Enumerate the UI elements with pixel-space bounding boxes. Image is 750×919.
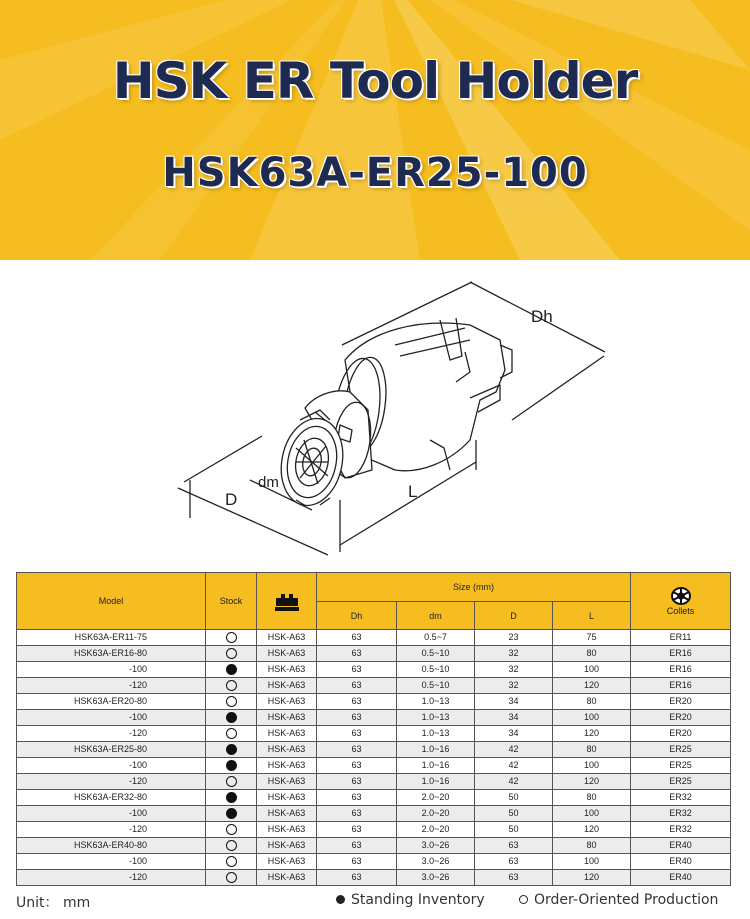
cell-model: -100 — [17, 758, 206, 774]
filled-circle-icon — [226, 744, 237, 755]
table-row — [17, 790, 731, 806]
page-title: HSK ER Tool Holder — [112, 52, 638, 110]
unit-note: Unit： mm — [16, 895, 91, 911]
table-row — [17, 710, 731, 726]
label-d: D — [225, 490, 238, 509]
cell-shank: HSK-A63 — [257, 742, 317, 758]
open-circle-icon — [226, 632, 237, 643]
cell-stock — [206, 774, 257, 790]
table-row — [17, 694, 731, 710]
cell-dh: 63 — [317, 838, 397, 854]
legend-order — [519, 892, 718, 908]
cell-collet: ER16 — [631, 678, 731, 694]
cell-stock — [206, 854, 257, 870]
header-banner — [0, 0, 750, 260]
cell-stock — [206, 710, 257, 726]
cell-shank: HSK-A63 — [257, 806, 317, 822]
open-circle-icon — [226, 856, 237, 867]
cell-shank: HSK-A63 — [257, 838, 317, 854]
cell-l: 100 — [553, 854, 631, 870]
cell-d: 63 — [475, 854, 553, 870]
cell-dh: 63 — [317, 758, 397, 774]
cell-collet: ER40 — [631, 838, 731, 854]
cell-collet: ER20 — [631, 710, 731, 726]
cell-collet: ER11 — [631, 630, 731, 646]
cell-dh: 63 — [317, 774, 397, 790]
cell-d: 63 — [475, 838, 553, 854]
cell-dm: 3.0~26 — [397, 838, 475, 854]
table-row — [17, 822, 731, 838]
cell-l: 80 — [553, 838, 631, 854]
cell-collet: ER16 — [631, 646, 731, 662]
col-header-dh: Dh — [317, 602, 397, 630]
open-circle-icon — [226, 696, 237, 707]
cell-l: 100 — [553, 806, 631, 822]
col-header-collets — [631, 573, 731, 630]
cell-stock — [206, 678, 257, 694]
cell-dm: 1.0~16 — [397, 758, 475, 774]
open-circle-icon — [226, 728, 237, 739]
cell-model: -100 — [17, 854, 206, 870]
cell-d: 34 — [475, 694, 553, 710]
cell-model: -100 — [17, 710, 206, 726]
cell-shank: HSK-A63 — [257, 822, 317, 838]
col-header-size: Size (mm) — [317, 573, 631, 602]
cell-d: 63 — [475, 870, 553, 886]
cell-d: 42 — [475, 758, 553, 774]
cell-l: 120 — [553, 774, 631, 790]
cell-dh: 63 — [317, 854, 397, 870]
cell-model: HSK63A-ER25-80 — [17, 742, 206, 758]
cell-d: 42 — [475, 774, 553, 790]
cell-d: 50 — [475, 790, 553, 806]
cell-l: 80 — [553, 694, 631, 710]
cell-l: 100 — [553, 662, 631, 678]
cell-stock — [206, 726, 257, 742]
cell-collet: ER32 — [631, 822, 731, 838]
open-circle-icon — [226, 776, 237, 787]
table-row — [17, 662, 731, 678]
col-header-l: L — [553, 602, 631, 630]
filled-circle-icon — [226, 808, 237, 819]
cell-stock — [206, 646, 257, 662]
cell-d: 32 — [475, 662, 553, 678]
cell-d: 50 — [475, 806, 553, 822]
cell-dm: 1.0~13 — [397, 710, 475, 726]
cell-collet: ER20 — [631, 694, 731, 710]
label-dm: dm — [258, 474, 279, 491]
cell-l: 120 — [553, 726, 631, 742]
label-dh: Dh — [531, 307, 553, 326]
cell-shank: HSK-A63 — [257, 662, 317, 678]
table-row — [17, 854, 731, 870]
cell-dh: 63 — [317, 678, 397, 694]
table-row — [17, 774, 731, 790]
table-row — [17, 806, 731, 822]
cell-l: 80 — [553, 790, 631, 806]
cell-dm: 1.0~13 — [397, 694, 475, 710]
table-row — [17, 630, 731, 646]
cell-l: 80 — [553, 742, 631, 758]
cell-l: 100 — [553, 710, 631, 726]
cell-shank: HSK-A63 — [257, 854, 317, 870]
cell-model: -120 — [17, 774, 206, 790]
cell-d: 34 — [475, 710, 553, 726]
filled-dot-icon — [336, 895, 345, 904]
cell-stock — [206, 838, 257, 854]
cell-collet: ER25 — [631, 742, 731, 758]
filled-circle-icon — [226, 712, 237, 723]
filled-circle-icon — [226, 792, 237, 803]
col-header-stock: Stock — [206, 573, 257, 630]
open-circle-icon — [226, 872, 237, 883]
cell-dh: 63 — [317, 806, 397, 822]
tool-holder-drawing — [0, 260, 750, 570]
cell-dm: 1.0~16 — [397, 774, 475, 790]
cell-collet: ER16 — [631, 662, 731, 678]
dim-d-top — [184, 436, 262, 482]
cell-l: 100 — [553, 758, 631, 774]
cell-dh: 63 — [317, 646, 397, 662]
filled-circle-icon — [226, 664, 237, 675]
cell-shank: HSK-A63 — [257, 678, 317, 694]
cell-dm: 0.5~10 — [397, 646, 475, 662]
cell-stock — [206, 790, 257, 806]
cell-dm: 0.5~10 — [397, 662, 475, 678]
col-header-shank — [257, 573, 317, 630]
cell-stock — [206, 806, 257, 822]
cell-shank: HSK-A63 — [257, 694, 317, 710]
cell-dm: 2.0~20 — [397, 822, 475, 838]
cell-stock — [206, 694, 257, 710]
cell-d: 32 — [475, 678, 553, 694]
table-row — [17, 742, 731, 758]
cell-l: 120 — [553, 870, 631, 886]
cell-model: -120 — [17, 726, 206, 742]
label-l: L — [408, 482, 418, 501]
cell-dh: 63 — [317, 694, 397, 710]
cell-dh: 63 — [317, 726, 397, 742]
cell-d: 34 — [475, 726, 553, 742]
cell-stock — [206, 870, 257, 886]
cell-d: 42 — [475, 742, 553, 758]
open-circle-icon — [226, 680, 237, 691]
table-row — [17, 870, 731, 886]
cell-l: 75 — [553, 630, 631, 646]
cell-stock — [206, 630, 257, 646]
col-header-model: Model — [17, 573, 206, 630]
table-row — [17, 678, 731, 694]
cell-dh: 63 — [317, 742, 397, 758]
cell-dm: 2.0~20 — [397, 790, 475, 806]
cell-dm: 0.5~10 — [397, 678, 475, 694]
open-circle-icon — [226, 824, 237, 835]
dim-dh-ext-right — [512, 356, 604, 420]
cell-model: -100 — [17, 662, 206, 678]
cell-shank: HSK-A63 — [257, 790, 317, 806]
legend-standing-label: Standing Inventory — [351, 892, 485, 908]
cell-shank: HSK-A63 — [257, 646, 317, 662]
cell-collet: ER40 — [631, 854, 731, 870]
cell-collet: ER32 — [631, 806, 731, 822]
cell-model: HSK63A-ER32-80 — [17, 790, 206, 806]
cell-model: -120 — [17, 870, 206, 886]
cell-dh: 63 — [317, 822, 397, 838]
col-header-d: D — [475, 602, 553, 630]
cell-stock — [206, 758, 257, 774]
cell-model: -120 — [17, 822, 206, 838]
cell-stock — [206, 822, 257, 838]
table-row — [17, 838, 731, 854]
cell-dh: 63 — [317, 790, 397, 806]
cell-collet: ER32 — [631, 790, 731, 806]
cell-model: -120 — [17, 678, 206, 694]
cell-dm: 3.0~26 — [397, 870, 475, 886]
table-row — [17, 726, 731, 742]
cell-collet: ER20 — [631, 726, 731, 742]
cell-stock — [206, 742, 257, 758]
spec-table — [16, 572, 731, 886]
cell-dm: 3.0~26 — [397, 854, 475, 870]
table-row — [17, 758, 731, 774]
cell-l: 80 — [553, 646, 631, 662]
cell-d: 50 — [475, 822, 553, 838]
cell-shank: HSK-A63 — [257, 758, 317, 774]
cell-shank: HSK-A63 — [257, 870, 317, 886]
cell-collet: ER25 — [631, 774, 731, 790]
model-subtitle: HSK63A-ER25-100 — [162, 150, 588, 196]
cell-shank: HSK-A63 — [257, 630, 317, 646]
open-dot-icon — [519, 895, 528, 904]
spec-table-body — [17, 630, 731, 886]
open-circle-icon — [226, 648, 237, 659]
cell-stock — [206, 662, 257, 678]
cell-model: -100 — [17, 806, 206, 822]
cell-dm: 1.0~16 — [397, 742, 475, 758]
banner-light-rays — [0, 0, 750, 260]
legend-order-label: Order-Oriented Production — [534, 892, 719, 908]
legend-standing — [336, 892, 485, 908]
cell-collet: ER25 — [631, 758, 731, 774]
cell-model: HSK63A-ER11-75 — [17, 630, 206, 646]
collets-label: Collets — [666, 606, 695, 616]
cell-model: HSK63A-ER40-80 — [17, 838, 206, 854]
footer — [16, 890, 736, 912]
cell-model: HSK63A-ER20-80 — [17, 694, 206, 710]
collet-icon — [670, 586, 692, 606]
cell-shank: HSK-A63 — [257, 710, 317, 726]
open-circle-icon — [226, 840, 237, 851]
cell-dh: 63 — [317, 662, 397, 678]
cell-dm: 2.0~20 — [397, 806, 475, 822]
cell-dm: 0.5~7 — [397, 630, 475, 646]
cell-model: HSK63A-ER16-80 — [17, 646, 206, 662]
cell-l: 120 — [553, 678, 631, 694]
cell-d: 32 — [475, 646, 553, 662]
hsk-shank-icon — [273, 590, 301, 612]
cell-d: 23 — [475, 630, 553, 646]
cell-dh: 63 — [317, 870, 397, 886]
cell-dm: 1.0~13 — [397, 726, 475, 742]
col-header-dm: dm — [397, 602, 475, 630]
cell-shank: HSK-A63 — [257, 726, 317, 742]
cell-dh: 63 — [317, 710, 397, 726]
table-row — [17, 646, 731, 662]
cell-shank: HSK-A63 — [257, 774, 317, 790]
cell-collet: ER40 — [631, 870, 731, 886]
filled-circle-icon — [226, 760, 237, 771]
dim-l-line — [340, 462, 476, 545]
cell-l: 120 — [553, 822, 631, 838]
cell-dh: 63 — [317, 630, 397, 646]
